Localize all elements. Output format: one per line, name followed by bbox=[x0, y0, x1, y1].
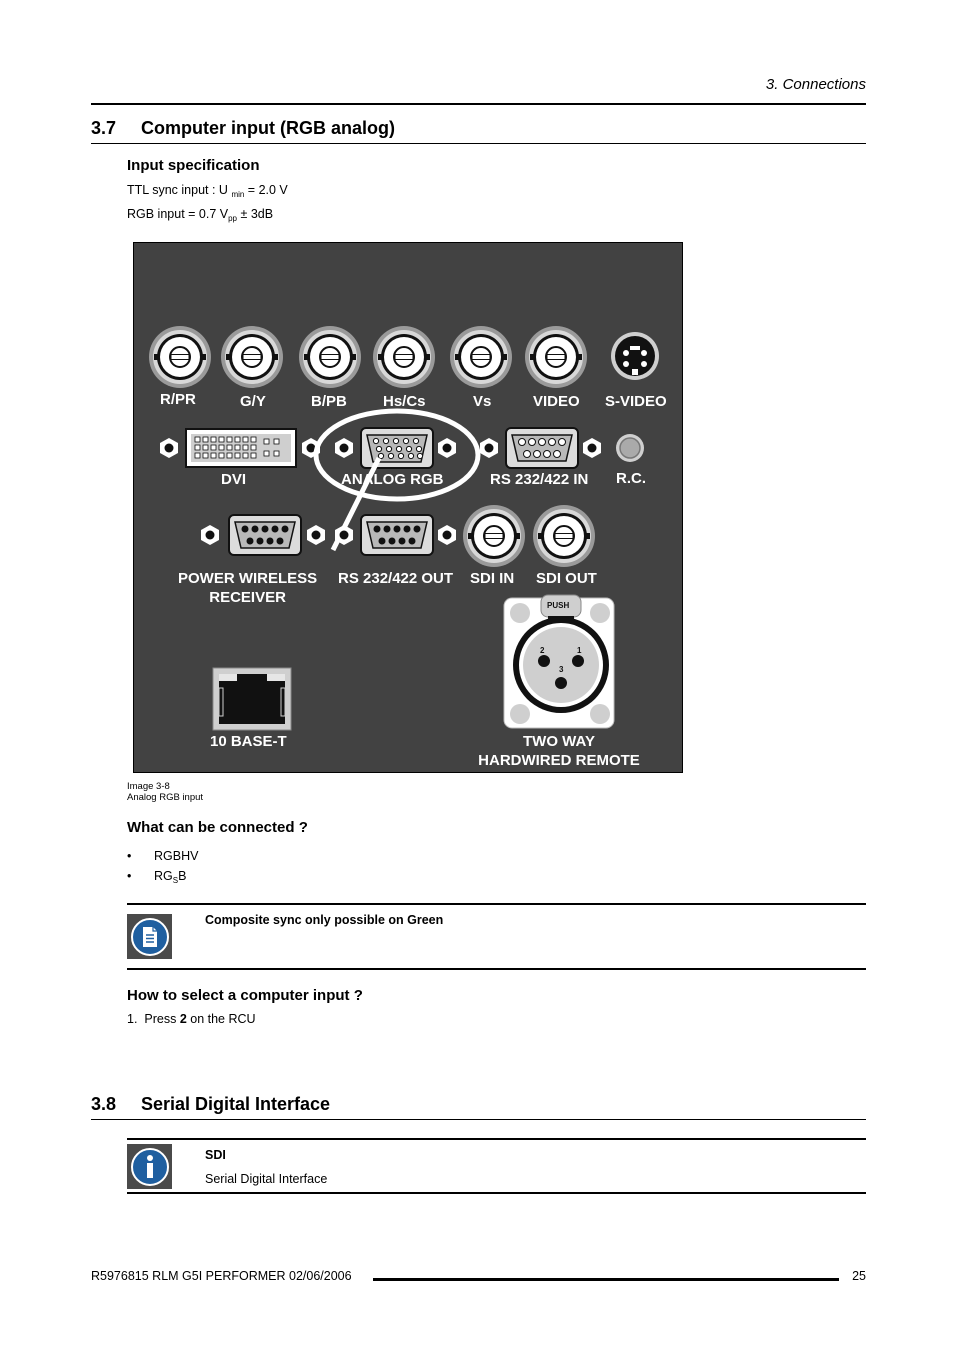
what-connected-heading: What can be connected ? bbox=[127, 819, 308, 836]
dvi-connector bbox=[186, 429, 296, 467]
chapter-header: 3. Connections bbox=[765, 76, 866, 93]
label-push: PUSH bbox=[547, 601, 570, 610]
section-rule bbox=[91, 143, 866, 144]
label-rc: R.C. bbox=[616, 470, 646, 487]
hex-nut bbox=[160, 438, 178, 458]
rs232-in-connector bbox=[506, 428, 578, 468]
ttl-sync-line: TTL sync input : U $_{min}$ = 2.0 V bbox=[127, 183, 288, 199]
label-rs-out: RS 232/422 OUT bbox=[338, 570, 454, 587]
section-rule bbox=[91, 1119, 866, 1120]
input-spec-heading: Input specification bbox=[127, 157, 260, 174]
list-item: • RGBHV bbox=[127, 849, 199, 863]
label-svideo: S-VIDEO bbox=[605, 393, 667, 410]
label-gy: G/Y bbox=[240, 393, 266, 410]
hex-nut bbox=[201, 525, 219, 545]
gy-bnc-connector bbox=[221, 326, 283, 388]
header-rule bbox=[91, 103, 866, 105]
hex-nut bbox=[335, 438, 353, 458]
info-definition: Serial Digital Interface bbox=[205, 1172, 328, 1186]
hex-nut bbox=[583, 438, 601, 458]
label-rpr: R/PR bbox=[160, 391, 196, 408]
rpr-bnc-connector bbox=[149, 326, 211, 388]
rc-jack bbox=[616, 434, 644, 462]
footer-rule bbox=[373, 1278, 839, 1281]
vs-bnc-connector bbox=[450, 326, 512, 388]
ethernet-port bbox=[213, 668, 291, 730]
rs232-out-connector bbox=[361, 515, 433, 555]
section-title-3-7: 3.7 Computer input (RGB analog) bbox=[91, 118, 395, 138]
label-sdi-in: SDI IN bbox=[470, 570, 515, 587]
hex-nut bbox=[438, 438, 456, 458]
info-icon bbox=[127, 1144, 172, 1189]
note-box bbox=[127, 903, 866, 970]
page-number: 25 bbox=[852, 1269, 866, 1283]
label-dvi: DVI bbox=[221, 471, 247, 488]
sdi-out-bnc-connector bbox=[533, 505, 595, 567]
footer-doc-id: R5976815 RLM G5I PERFORMER 02/06/2006 bbox=[91, 1269, 352, 1283]
label-pin-3: 3 bbox=[559, 665, 564, 674]
hex-nut bbox=[307, 525, 325, 545]
how-select-heading: How to select a computer input ? bbox=[127, 987, 363, 1004]
label-two-way-remote: TWO WAY HARDWIRED REMOTE bbox=[478, 733, 640, 769]
info-term: SDI bbox=[205, 1148, 226, 1162]
label-10-base-t: 10 BASE-T bbox=[210, 733, 287, 750]
hex-nut bbox=[480, 438, 498, 458]
label-pin-1: 1 bbox=[577, 646, 582, 655]
hscs-bnc-connector bbox=[373, 326, 435, 388]
figure-caption: Image 3-8 Analog RGB input bbox=[127, 781, 204, 803]
rgb-input-line: RGB input = 0.7 $V_{pp} \pm 3dB$ bbox=[127, 207, 274, 223]
label-rs-in: RS 232/422 IN bbox=[490, 471, 589, 488]
info-box bbox=[127, 1138, 866, 1194]
note-text: Composite sync only possible on Green bbox=[205, 913, 444, 927]
bpb-bnc-connector bbox=[299, 326, 361, 388]
svideo-connector bbox=[611, 332, 659, 380]
label-video: VIDEO bbox=[533, 393, 580, 410]
step-item: 1. Press 2 on the RCU bbox=[127, 1012, 256, 1026]
label-analog-rgb: ANALOG RGB bbox=[341, 471, 444, 488]
label-power-wireless: POWER WIRELESS RECEIVER bbox=[178, 570, 318, 606]
list-item: • $RG_SB$ bbox=[127, 869, 187, 885]
power-wireless-connector bbox=[229, 515, 301, 555]
xlr-remote-connector bbox=[504, 595, 614, 728]
section-title-3-8: 3.8 Serial Digital Interface bbox=[91, 1094, 331, 1114]
label-sdi-out: SDI OUT bbox=[536, 570, 597, 587]
label-hscs: Hs/Cs bbox=[383, 393, 426, 410]
sdi-in-bnc-connector bbox=[463, 505, 525, 567]
label-pin-2: 2 bbox=[540, 646, 545, 655]
analog-rgb-connector bbox=[361, 428, 433, 468]
note-icon bbox=[127, 914, 172, 959]
label-bpb: B/PB bbox=[311, 393, 347, 410]
video-bnc-connector bbox=[525, 326, 587, 388]
label-vs: Vs bbox=[473, 393, 492, 410]
hex-nut bbox=[438, 525, 456, 545]
connector-panel-drawing bbox=[134, 243, 682, 772]
connector-panel-figure bbox=[133, 242, 683, 773]
